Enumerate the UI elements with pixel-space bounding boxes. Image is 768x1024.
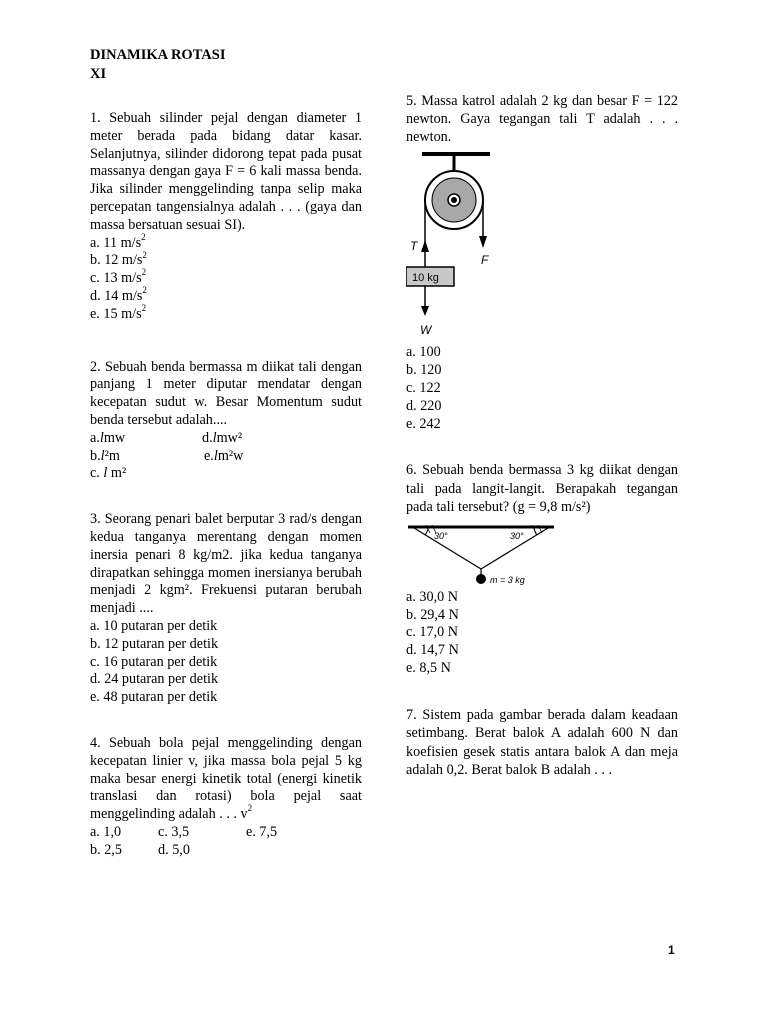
ceiling-bar [422,152,490,156]
question-4-options-row-1 [90,824,362,842]
question-3-option-b: b. 12 putaran per detik [90,635,219,652]
question-2-text: 2. Sebuah benda bermassa m diikat tali dengan panjang 1 meter diputar mendatar dengan kecepatan sudut w. Besar Momentum sudut benda tersebut adalah.... [90,358,362,428]
question-4 [90,735,362,860]
question-1-option-d: d. 14 $m/s^2$ [90,285,147,304]
question-4-option-a: a. 1,0 [90,823,122,840]
pulley-axle [451,197,457,203]
weight-arrow [421,306,429,316]
title-line-1: DINAMIKA ROTASI [90,47,226,63]
question-3-option-d: d. 24 putaran per detik [90,671,219,688]
question-6-option-e: e. 8,5 N [406,660,451,677]
page-number: 1 [668,943,675,957]
question-7 [406,706,678,780]
mass-label: m = 3 kg [490,574,525,585]
label-t: T [410,239,418,254]
question-1-option-a: a. 11 $m/s^2$ [90,231,146,251]
question-4-option-d: d. 5,0 [158,841,190,858]
question-2-option-e: e.lm²w [204,447,244,464]
question-4-option-e: e. 7,5 [246,823,278,840]
question-4-text: 4. Sebuah bola pejal menggelinding dengan kecepatan linier v, jika massa bola pejal 5 kg maka besar energi kinetik total (energi kinetik translasi dan rotasi) bola pejal saat menggelinding adalah . . . $v^2$ [90,734,362,823]
question-5-option-d: d. 220 [406,397,442,414]
question-2-option-b: b.l²m [90,447,120,464]
label-f: F [481,253,489,268]
question-6-option-b: b. 29,4 N [406,606,459,623]
question-5-option-a: a. 100 [406,344,441,361]
question-5-option-e: e. 242 [406,415,441,432]
question-1-option-c: c. 13 $m/s^2$ [90,267,147,287]
angle-label-left: 30° [434,530,448,541]
question-6-text: 6. Sebuah benda bermassa 3 kg diikat dengan tali pada langit-langit. Berapakah tegangan pada tali tersebut? (g = 9,8 m/s²) [406,462,678,516]
right-column [406,93,678,780]
mass-ball [476,574,486,584]
question-7-text: 7. Sistem pada gambar berada dalam keadaan setimbang. Berat balok A adalah 600 N dan koefisien gesek statis antara balok A dan meja adalah 0,2. Berat balok B adalah . . . [406,706,678,779]
question-3-text: 3. Seorang penari balet berputar 3 rad/s dengan kedua tanganya merentang dengan momen inersia penari 8 kg/m2. jika kedua tanganya dirapatkan sehingga momen inersianya berubah menjadi 2 kgm². Frekuensi putaran berubah menjadi .... [90,511,362,617]
hanging-mass-diagram [408,523,558,589]
block-label: 10 kg [412,272,439,285]
question-5-option-b: b. 120 [406,362,442,379]
title-line-2: XI [90,66,107,82]
question-3 [90,511,362,707]
question-1-option-e: e. 15 $m/s^2$ [90,303,147,322]
question-4-option-c: c. 3,5 [158,823,190,840]
question-2-option-d: d.lmw² [202,429,243,446]
force-f-arrow [479,236,487,248]
question-5 [406,93,678,433]
question-1-text: 1. Sebuah silinder pejal dengan diameter 1 meter berada pada bidang datar kasar. Selanjutnya, silinder didorong tepat pada pusat massanya dengan gaya F = 6 kali massa benda. Jika silinder menggelinding tanpa selip maka percepatan tangensialnya adalah . . . (gaya dan massa bersatuan sesuai SI). [90,110,362,233]
question-2-options-row-2 [90,448,362,466]
question-3-option-c: c. 16 putaran per detik [90,653,218,670]
question-4-option-b: b. 2,5 [90,841,122,858]
question-2 [90,359,362,484]
question-1 [90,110,362,324]
question-6-option-c: c. 17,0 N [406,624,459,641]
pulley-diagram [406,152,506,344]
question-5-text: 5. Massa katrol adalah 2 kg dan besar F = 122 newton. Gaya tegangan tali T adalah . . . newton. [406,93,678,145]
question-3-option-e: e. 48 putaran per detik [90,689,218,706]
angle-label-right: 30° [510,530,524,541]
question-3-option-a: a. 10 putaran per detik [90,617,218,634]
angle-arc-left [425,528,428,535]
tension-arrow [421,240,429,252]
question-2-option-c: c. l m² [90,465,127,482]
question-6-option-d: d. 14,7 N [406,642,459,659]
question-2-options-row-1 [90,430,362,448]
question-5-option-c: c. 122 [406,379,441,396]
question-4-options-row-2 [90,842,362,860]
question-6 [406,461,678,677]
question-1-option-b: b. 12 $m/s^2$ [90,249,147,269]
question-2-option-a: a.lmw [90,429,126,446]
label-w: W [420,323,432,338]
question-6-option-a: a. 30,0 N [406,588,459,605]
left-column [90,110,362,859]
page-title [90,46,225,84]
